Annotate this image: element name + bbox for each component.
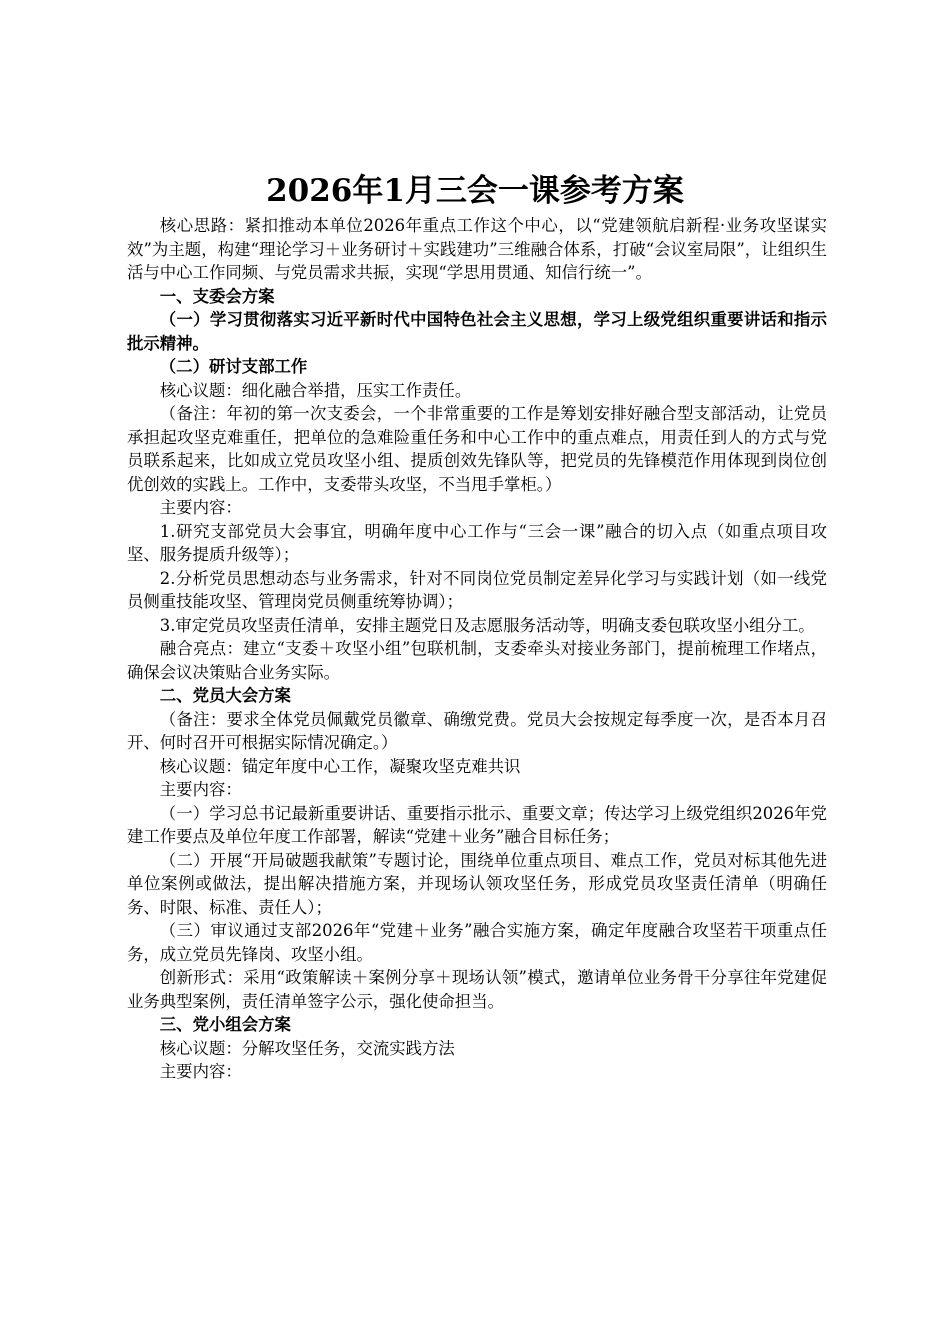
paragraph: 主要内容： bbox=[159, 498, 242, 517]
paragraph: 1.研究支部党员大会事宜，明确年度中心工作与“三会一课”融合的切入点（如重点项目攻坚、服务提质升级等）； bbox=[127, 521, 827, 564]
paragraph: 2.分析党员思想动态与业务需求，针对不同岗位党员制定差异化学习与实践计划（如一线党员侧重技能攻坚、管理岗党员侧重统筹协调）； bbox=[127, 568, 827, 611]
paragraph: （备注：年初的第一次支委会，一个非常重要的工作是筹划安排好融合型支部活动，让党员承担起攻坚克难重任，把单位的急难险重任务和中心工作中的重点难点，用责任到人的方式与党员联系起来，比如成立党员攻坚小组、提质创效先锋队等，把党员的先锋模范作用体现到岗位创优创效的实践上。工作中，支委带头攻坚，不当甩手掌柜。） bbox=[127, 404, 827, 494]
paragraph: （一）学习总书记最新重要讲话、重要指示批示、重要文章；传达学习上级党组织2026年党建工作要点及单位年度工作部署，解读“党建＋业务”融合目标任务； bbox=[127, 803, 827, 846]
paragraph: （二）开展“开局破题我献策”专题讨论，围绕单位重点项目、难点工作，党员对标其他先进单位案例或做法，提出解决措施方案，并现场认领攻坚任务，形成党员攻坚责任清单（明确任务、时限、标准、责任人）； bbox=[127, 850, 827, 917]
paragraph: （备注：要求全体党员佩戴党员徽章、确缴党费。党员大会按规定每季度一次，是否本月召开、何时召开可根据实际情况确定。） bbox=[127, 709, 827, 752]
paragraph: 融合亮点：建立“支委＋攻坚小组”包联机制，支委牵头对接业务部门，提前梳理工作堵点，确保会议决策贴合业务实际。 bbox=[127, 639, 827, 682]
paragraph: 主要内容： bbox=[159, 780, 242, 799]
paragraph: （三）审议通过支部2026年“党建＋业务”融合实施方案，确定年度融合攻坚若干项重点任务，成立党员先锋岗、攻坚小组。 bbox=[127, 921, 827, 964]
section-heading: 一、支委会方案 bbox=[159, 286, 275, 306]
paragraph: 核心议题：细化融合举措，压实工作责任。 bbox=[159, 380, 472, 400]
section-heading: （二）研讨支部工作 bbox=[159, 357, 308, 376]
paragraph: 核心议题：分解攻坚任务，交流实践方法 bbox=[159, 1038, 455, 1058]
paragraph: 3.审定党员攻坚责任清单，安排主题党日及志愿服务活动等，明确支委包联攻坚小组分工。 bbox=[159, 615, 815, 635]
section-heading: 三、党小组会方案 bbox=[159, 1015, 291, 1034]
paragraph: 创新形式：采用“政策解读＋案例分享＋现场认领”模式，邀请单位业务骨干分享往年党建促业务典型案例，责任清单签字公示，强化使命担当。 bbox=[127, 968, 827, 1011]
paragraph: 核心议题：锚定年度中心工作，凝聚攻坚克难共识 bbox=[159, 756, 521, 776]
document-title: 2026年1月三会一课参考方案 bbox=[266, 173, 684, 209]
paragraph: 核心思路：紧扣推动本单位2026年重点工作这个中心，以“党建领航启新程·业务攻坚谋实效”为主题，构建“理论学习＋业务研讨＋实践建功”三维融合体系，打破“会议室局限”，让组织生活与中心工作同频、与党员需求共振，实现“学思用贯通、知信行统一”。 bbox=[127, 216, 827, 282]
section-heading: 二、党员大会方案 bbox=[159, 686, 291, 705]
section-heading: （一）学习贯彻落实习近平新时代中国特色社会主义思想，学习上级党组织重要讲话和指示批示精神。 bbox=[127, 310, 827, 353]
document-body bbox=[127, 214, 827, 1084]
paragraph: 主要内容： bbox=[159, 1062, 242, 1081]
